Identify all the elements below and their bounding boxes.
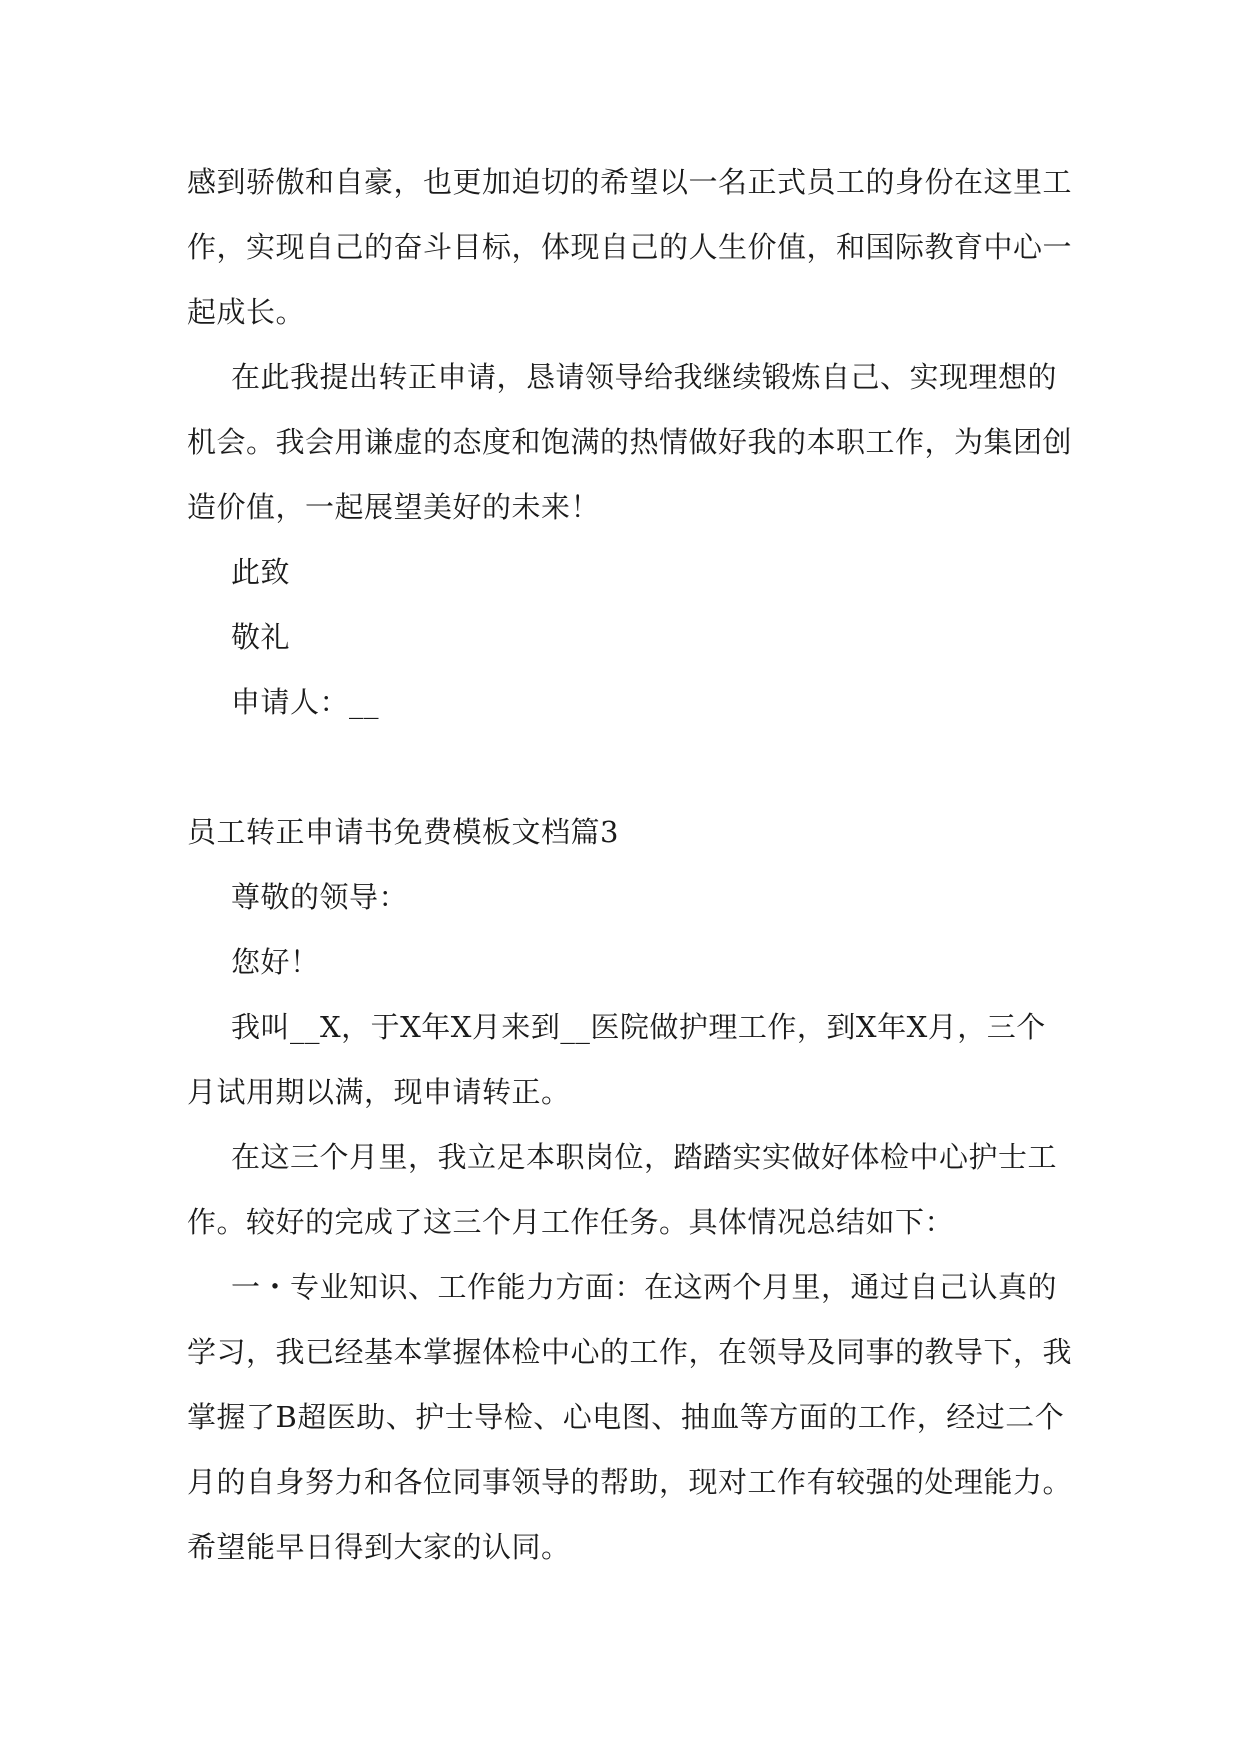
paragraph-line: 月试用期以满，现申请转正。: [187, 1075, 571, 1109]
paragraph-line: 在此我提出转正申请，恳请领导给我继续锻炼自己、实现理想的: [231, 360, 1058, 394]
paragraph-line: 作，实现自己的奋斗目标，体现自己的人生价值，和国际教育中心一: [187, 230, 1073, 264]
paragraph-line: 希望能早日得到大家的认同。: [187, 1530, 571, 1564]
paragraph-line: 掌握了B超医助、护士导检、心电图、抽血等方面的工作，经过二个: [187, 1400, 1065, 1434]
greeting: 尊敬的领导：: [231, 880, 409, 914]
paragraph-line: 在这三个月里，我立足本职岗位，踏踏实实做好体检中心护士工: [231, 1140, 1058, 1174]
closing-regards: 敬礼: [231, 620, 291, 654]
paragraph-line: 起成长。: [187, 295, 306, 329]
closing-salutation: 此致: [231, 555, 291, 589]
paragraph-line: 机会。我会用谦虚的态度和饱满的热情做好我的本职工作，为集团创: [187, 425, 1073, 459]
paragraph-line: 我叫__X，于X年X月来到__医院做护理工作，到X年X月，三个: [231, 1010, 1046, 1044]
paragraph-line: 感到骄傲和自豪，也更加迫切的希望以一名正式员工的身份在这里工: [187, 165, 1073, 199]
paragraph-line: 学习，我已经基本掌握体检中心的工作，在领导及同事的教导下，我: [187, 1335, 1073, 1369]
paragraph-line: 月的自身努力和各位同事领导的帮助，现对工作有较强的处理能力。: [187, 1465, 1073, 1499]
paragraph-line: 一・专业知识、工作能力方面：在这两个月里，通过自己认真的: [231, 1270, 1058, 1304]
greeting-hello: 您好！: [231, 945, 320, 979]
paragraph-line: 造价值，一起展望美好的未来！: [187, 490, 601, 524]
applicant-signature-line: 申请人：__: [231, 685, 380, 719]
section-title: 员工转正申请书免费模板文档篇3: [187, 815, 619, 849]
paragraph-line: 作。较好的完成了这三个月工作任务。具体情况总结如下：: [187, 1205, 955, 1239]
